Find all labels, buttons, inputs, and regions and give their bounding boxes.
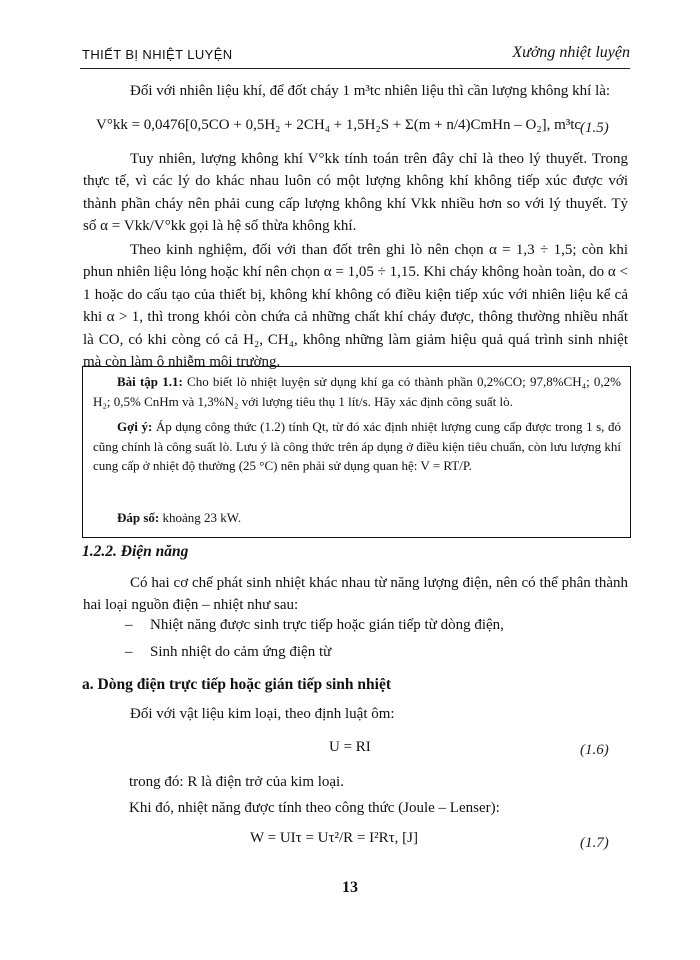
exercise-title: Bài tập 1.1: (117, 374, 183, 389)
hint-text: Áp dụng công thức (1.2) tính Qt, từ đó xác định nhiệt lượng cung cấp được trong 1 s, đó cũng chính là công suất lò. Lưu ý là công thức trên áp dụng ở điều kiện tiêu chuẩn, còn lưu lượng khí cung cấp ở nhiệt độ thường (25 °C) nên phải sử dụng quan hệ: V = RT/P. (93, 419, 621, 473)
subsection-heading-a: a. Dòng điện trực tiếp hoặc gián tiếp sinh nhiệt (82, 676, 391, 693)
page-number: 13 (342, 879, 358, 896)
bullet-marker: – (125, 644, 133, 660)
equation-1-6: U = RI (329, 739, 371, 755)
bullet-item-induction-heating: Sinh nhiệt do cảm ứng điện từ (150, 644, 332, 660)
exercise-box (82, 366, 631, 538)
joule-paragraph: Khi đó, nhiệt năng được tính theo công thức (Joule – Lenser): (129, 800, 500, 816)
equation-number-1-7: (1.7) (580, 835, 609, 851)
exercise-hint (93, 417, 621, 476)
answer-title: Đáp số: (117, 510, 160, 525)
hint-title: Gợi ý: (117, 419, 153, 434)
electric-paragraph: Có hai cơ chế phát sinh nhiệt khác nhau từ năng lượng điện, nên có thể phân thành hai loại nguồn điện – nhiệt như sau: (83, 575, 628, 614)
bullet-item-direct-heating: Nhiệt năng được sinh trực tiếp hoặc gián tiếp từ dòng điện, (150, 617, 504, 633)
theory-paragraph: Tuy nhiên, lượng không khí V°kk tính toán trên đây chỉ là theo lý thuyết. Trong thực tế, vì các lý do khác nhau luôn có một lượng không khí không tiếp xúc được với thành phần cháy nên phải cung cấp lượng không khí Vkk nhiều hơn so với lý thuyết. Tỷ số α = Vkk/V°kk gọi là hệ số thừa không khí. (83, 151, 628, 235)
equation-1-7: W = UIτ = Uτ²/R = I²Rτ, [J] (250, 830, 419, 846)
answer-text: khoảng 23 kW. (162, 510, 242, 525)
equation-1-5: V°kk = 0,0476[0,5CO + 0,5H₂ + 2CH₄ + 1,5H₂S + Σ(m + n/4)CmHn – O₂], m³tc (96, 117, 582, 133)
experience-paragraph: Theo kinh nghiệm, đối với than đốt trên ghi lò nên chọn α = 1,3 ÷ 1,5; còn khi phun nhiên liệu lỏng hoặc khí nên chọn α = 1,05 ÷ 1,15. Khi cháy không hoàn toàn, do α < 1 hoặc do cấu tạo của thiết bị, không khí không có điều kiện tiếp xúc với nhiên liệu kể cả khi α > 1, thì trong khói còn chứa cả những chất khí cháy được, thông thường nhiều nhất là CO, có khi còng có cả H₂, CH₄, không những làm giảm hiệu quả quá trình sinh nhiệt mà còn làm ô nhiễm môi trường. (83, 242, 628, 371)
header-rule (80, 68, 630, 69)
where-R-text: trong đó: R là điện trở của kim loại. (129, 774, 344, 790)
metal-paragraph: Đối với vật liệu kim loại, theo định luật ôm: (130, 706, 395, 722)
equation-number-1-6: (1.6) (580, 742, 609, 758)
exercise-answer (93, 508, 621, 528)
exercise-text: Cho biết lò nhiệt luyện sử dụng khí ga có thành phần 0,2%CO; 97,8%CH₄; 0,2% H₂; 0,5% CnHm và 1,3%N₂ với lượng tiêu thụ 1 lít/s. Hãy xác định công suất lò. (93, 374, 622, 409)
section-heading-1-2-2: 1.2.2. Điện năng (82, 543, 189, 560)
equation-number-1-5: (1.5) (580, 120, 609, 136)
intro-gas-paragraph: Đối với nhiên liệu khí, để đốt cháy 1 m³tc nhiên liệu thì cần lượng không khí là: (130, 83, 611, 99)
exercise-statement (93, 372, 621, 411)
running-header-title: THIẾT BỊ NHIỆT LUYỆN (82, 47, 233, 62)
bullet-marker: – (125, 617, 133, 633)
running-header-chapter: Xưởng nhiệt luyện (512, 44, 630, 61)
